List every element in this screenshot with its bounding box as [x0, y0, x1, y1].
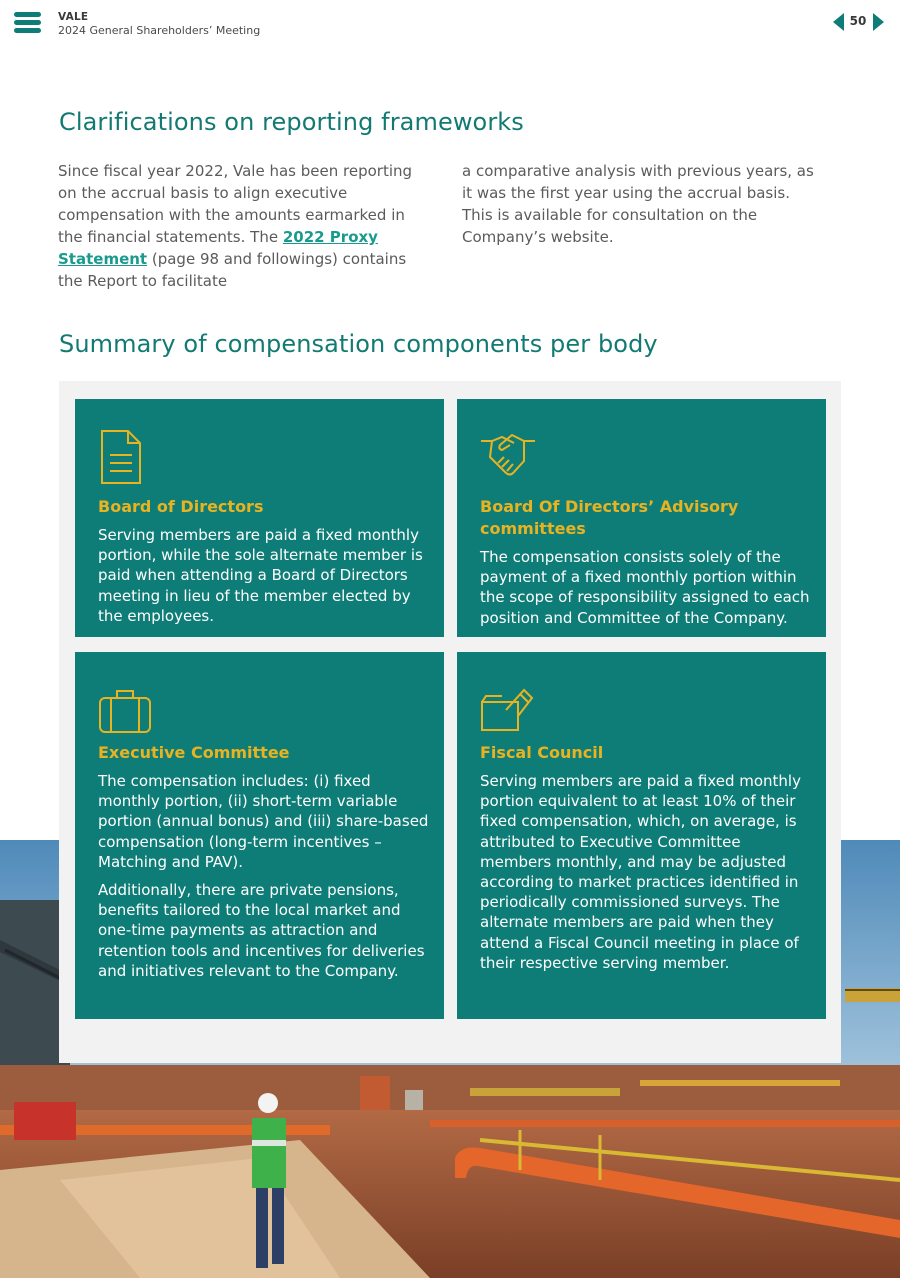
card-title: Board of Directors: [98, 497, 264, 516]
card-advisory-committees: [457, 399, 826, 637]
card-text-additional: Additionally, there are private pensions, benefits tailored to the local market and one-time payments as attraction and retention tools and incentives for deliveries and initiatives relevant to the Company.: [98, 881, 425, 980]
menu-icon[interactable]: [14, 12, 41, 34]
next-page-icon[interactable]: [873, 13, 884, 31]
card-text: Serving members are paid a fixed monthly portion, while the sole alternate member is paid when attending a Board of Directors meeting in lieu of the member elected by the employees.: [98, 526, 423, 625]
body-column-right: a comparative analysis with previous years, as it was the first year using the accrual basis. This is available for consultation on the Company’s website.: [462, 162, 814, 246]
page-number: 50: [849, 14, 867, 28]
card-text: Serving members are paid a fixed monthly portion equivalent to at least 10% of their fixed compensation, which, on average, is attributed to Executive Committee members monthly, and may be adjusted according to market practices identified in periodically commissioned surveys. The alternate members are paid when they attend a Fiscal Council meeting in place of their respective serving member.: [480, 772, 801, 972]
section-title-compensation-summary: Summary of compensation components per body: [59, 330, 658, 358]
body-text-after-link: (page 98 and followings) contains the Report to facilitate: [58, 250, 407, 290]
section-title-reporting-frameworks: Clarifications on reporting frameworks: [59, 108, 524, 136]
card-text: The compensation includes: (i) fixed monthly portion, (ii) short-term variable portion (annual bonus) and (iii) share-based compensation (long-term incentives – Matching and PAV).: [98, 772, 429, 871]
card-title: Fiscal Council: [480, 743, 604, 762]
document-subtitle: 2024 General Shareholders’ Meeting: [58, 24, 261, 37]
handshake-icon: [480, 433, 536, 479]
proxy-statement-link[interactable]: 2022 Proxy Statement: [58, 228, 378, 268]
card-title: Executive Committee: [98, 743, 290, 762]
briefcase-icon: [98, 688, 152, 734]
card-fiscal-council: [457, 652, 826, 1019]
compensation-summary-panel: [59, 381, 841, 1063]
body-text-before-link: Since fiscal year 2022, Vale has been reporting on the accrual basis to align executive compensation with the amounts earmarked in the financial statements. The: [58, 162, 413, 246]
body-column-left: [58, 160, 426, 292]
card-board-of-directors: [75, 399, 444, 637]
brand-name: VALE: [58, 11, 89, 23]
previous-page-icon[interactable]: [833, 13, 844, 31]
document-icon: [98, 429, 144, 485]
card-text: The compensation consists solely of the payment of a fixed monthly portion within the scope of responsibility assigned to each position and Committee of the Company.: [480, 548, 810, 627]
card-title: Board Of Directors’ Advisory committees: [480, 497, 739, 538]
card-executive-committee: [75, 652, 444, 1019]
wallet-card-icon: [480, 686, 534, 734]
